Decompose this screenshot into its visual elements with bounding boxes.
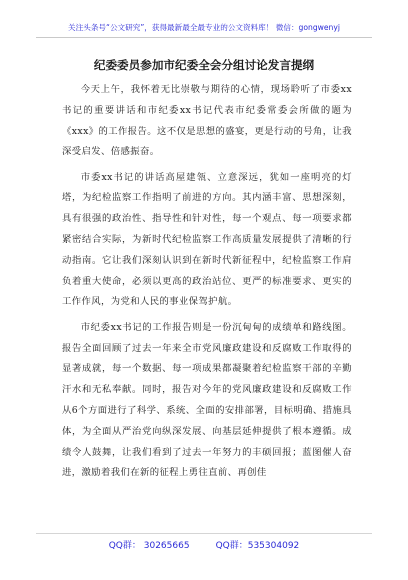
paragraph-1: 今天上午，我怀着无比崇敬与期待的心情，现场聆听了市委xx书记的重要讲话和市纪委xx书记代表市纪委常委会所做的题为《xxx》的工作报告。这不仅是思想的盛宴，更是行动的号角，让我深受启发、倍感振奋。 bbox=[62, 84, 352, 158]
document-title: 纪委委员参加市纪委全会分组讨论发言提纲 bbox=[93, 58, 315, 72]
footer-qq-group-2: QQ群：535304092 bbox=[215, 541, 300, 551]
footer-qq-group-1: QQ群： 30265665 bbox=[108, 541, 190, 551]
footer-divider bbox=[36, 533, 372, 534]
paragraph-2: 市委xx书记的讲话高屋建瓴、立意深远，犹如一座明亮的灯塔，为纪检监察工作指明了前进的方向。其内涵丰富、思想深刻，具有很强的政治性、指导性和针对性，每一个观点、每一项要求都紧密结合实际，为新时代纪检监察工作高质量发展提供了清晰的行动指南。它让我们深刻认识到在新时代新征程中，纪检监察工作肩负着重大使命，必须以更高的政治站位、更严的标准要求、更实的工作作风，为党和人民的事业保驾护航。 bbox=[62, 171, 352, 308]
footer bbox=[20, 538, 388, 551]
header-banner: 关注头条号“公文研究”，获得最新最全最专业的公文资料库！ 微信：gongwenyj bbox=[68, 23, 340, 32]
header-divider bbox=[36, 37, 372, 38]
document-body bbox=[62, 80, 352, 489]
paragraph-3: 市纪委xx书记的工作报告则是一份沉甸甸的成绩单和路线图。报告全面回顾了过去一年来全市党风廉政建设和反腐败工作取得的显著成就，每一个数据、每一项成果都凝聚着纪检监察干部的辛勤汗水和无私奉献。同时，报告对今年的党风廉政建设和反腐败工作从6个方面进行了科学、系统、全面的安排部署，目标明确、措施具体，为全面从严治党向纵深发展、向基层延伸提供了根本遵循。成绩令人鼓舞，让我们看到了过去一年努力的丰硕回报；蓝图催人奋进，激励着我们在新的征程上勇往直前、再创佳 bbox=[62, 321, 352, 479]
